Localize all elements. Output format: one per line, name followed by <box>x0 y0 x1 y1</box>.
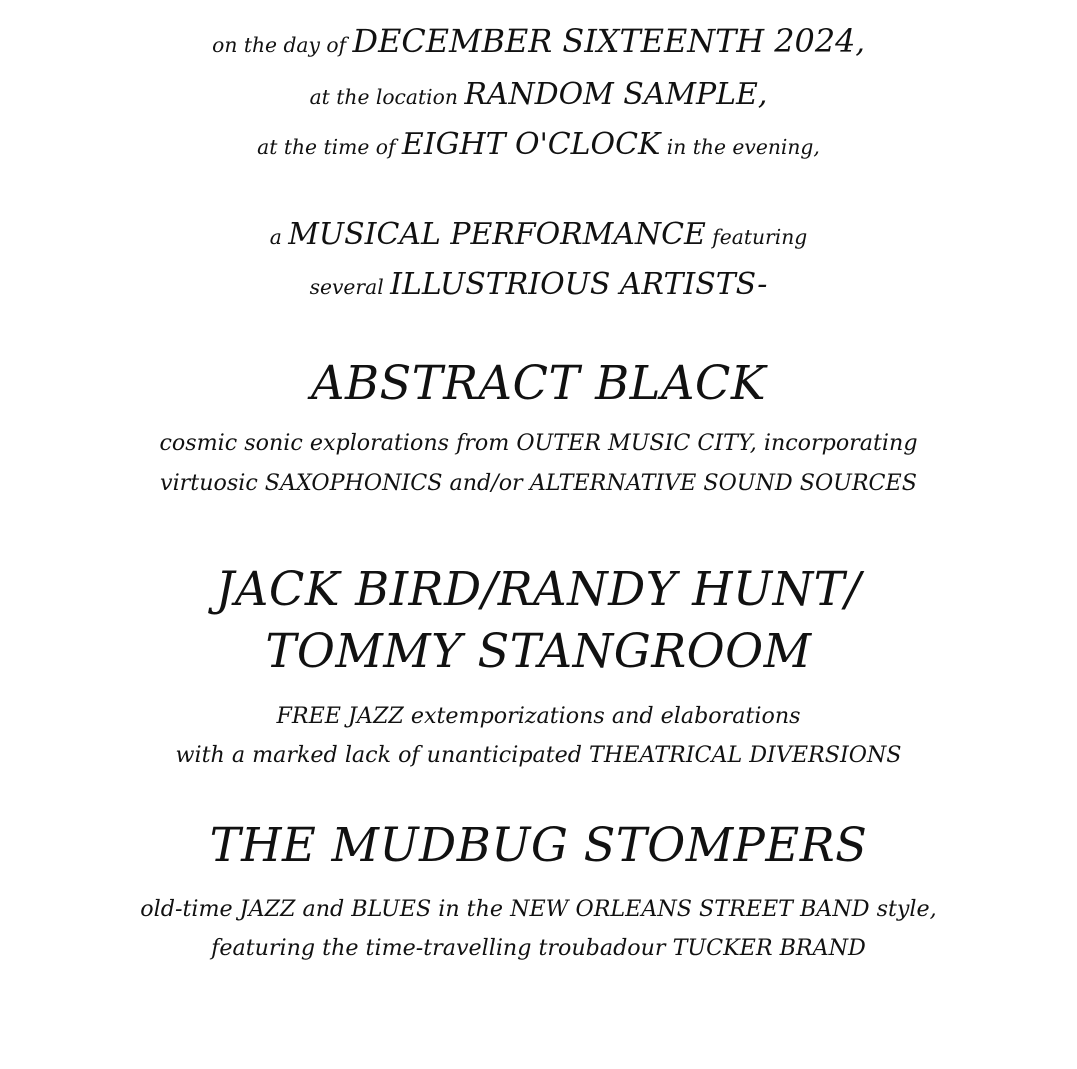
intro-artists-suffix: - <box>757 267 768 302</box>
event-type: MUSICAL PERFORMANCE <box>288 217 706 252</box>
intro-performance-suffix: featuring <box>705 225 808 249</box>
act-name: TOMMY STANGROOM <box>265 624 812 678</box>
act-name: THE MUDBUG STOMPERS <box>209 818 868 872</box>
intro-artists-line <box>0 267 1077 302</box>
act-description: featuring the time-travelling troubadour TUCKER BRAND <box>211 935 866 961</box>
act-description: FREE JAZZ extemporizations and elaborations <box>276 703 801 729</box>
act-description: with a marked lack of unanticipated THEATRICAL DIVERSIONS <box>175 742 902 768</box>
intro-location-prefix: at the location <box>309 85 465 109</box>
intro-time-suffix: in the evening, <box>660 135 820 159</box>
act-description: cosmic sonic explorations from OUTER MUSIC CITY, incorporating <box>159 430 918 456</box>
intro-time-line <box>0 127 1077 162</box>
intro-artists-key: ILLUSTRIOUS ARTISTS <box>390 267 758 302</box>
event-location: RANDOM SAMPLE <box>464 77 758 112</box>
event-time: EIGHT O'CLOCK <box>401 127 661 162</box>
act-name: ABSTRACT BLACK <box>310 356 767 410</box>
act-description: old-time JAZZ and BLUES in the NEW ORLEANS STREET BAND style, <box>140 896 937 922</box>
intro-date-line <box>0 22 1077 60</box>
intro-artists-prefix: several <box>309 275 391 299</box>
intro-location-line <box>0 77 1077 112</box>
intro-location-suffix: , <box>757 77 768 112</box>
intro-time-prefix: at the time of <box>257 135 402 159</box>
intro-performance-line <box>0 217 1077 252</box>
event-date: DECEMBER SIXTEENTH 2024 <box>352 22 856 60</box>
intro-performance-prefix: a <box>269 225 289 249</box>
act-name: JACK BIRD/RANDY HUNT/ <box>215 562 862 616</box>
act-description: virtuosic SAXOPHONICS and/or ALTERNATIVE SOUND SOURCES <box>160 470 917 496</box>
intro-date-suffix: , <box>855 25 865 60</box>
intro-date-prefix: on the day of <box>212 33 353 57</box>
